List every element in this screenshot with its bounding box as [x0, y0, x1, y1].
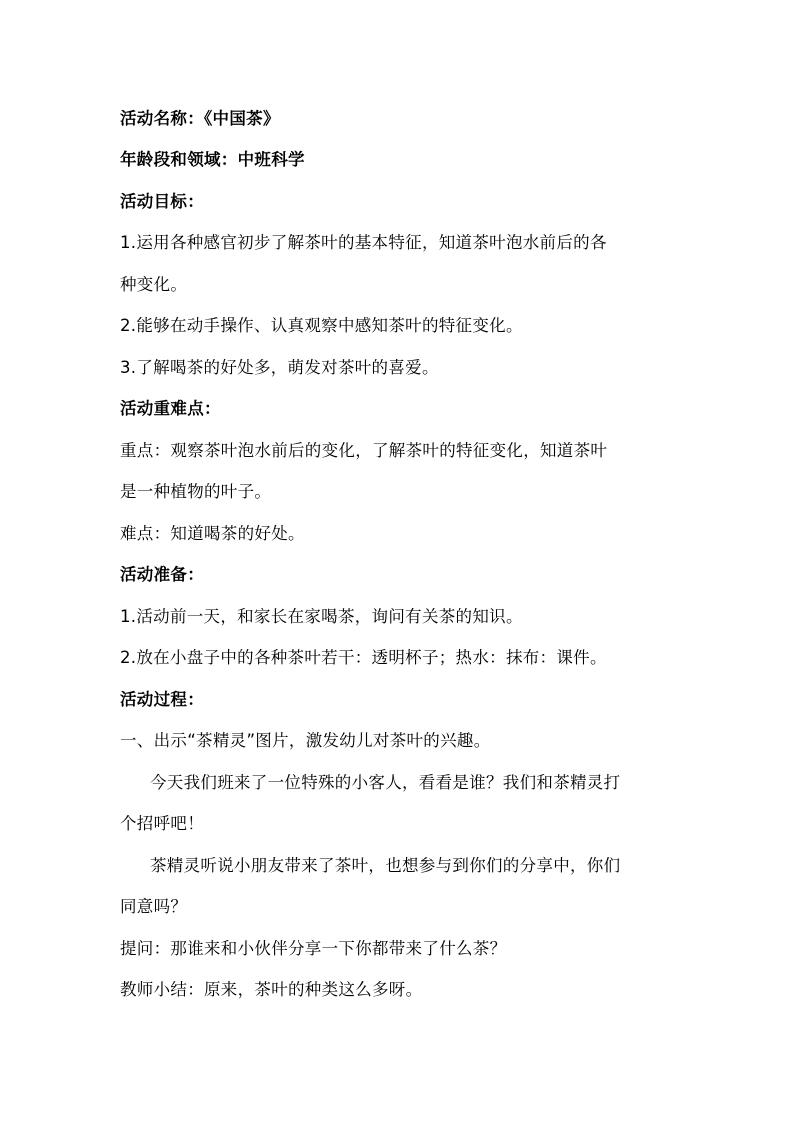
- goal-1-line-2: 种变化。: [120, 275, 188, 294]
- paragraph-2-line-1: 茶精灵听说小朋友带来了茶叶，也想参与到你们的分享中，你们: [150, 856, 621, 875]
- key-point-line-1: 重点：观察茶叶泡水前后的变化，了解茶叶的特征变化，知道茶叶: [120, 441, 608, 460]
- prep-heading: 活动准备：: [120, 565, 204, 584]
- paragraph-1-line-2: 个招呼吧！: [120, 814, 204, 833]
- question: 提问：那谁来和小伙伴分享一下你都带来了什么茶？: [120, 939, 507, 958]
- goal-1-line-1: 1.运用各种感官初步了解茶叶的基本特征，知道茶叶泡水前后的各: [120, 233, 607, 252]
- teacher-summary: 教师小结：原来，茶叶的种类这么多呀。: [120, 980, 423, 999]
- prep-1: 1.活动前一天，和家长在家喝茶，询问有关茶的知识。: [120, 607, 523, 626]
- goals-heading: 活动目标：: [120, 192, 204, 211]
- difficult-point: 难点：知道喝茶的好处。: [120, 524, 305, 543]
- prep-2: 2.放在小盘子中的各种茶叶若干：透明杯子；热水：抹布：课件。: [120, 648, 607, 667]
- activity-name: 活动名称：《中国茶》: [120, 109, 280, 128]
- age-domain: 年龄段和领域：中班科学: [120, 150, 305, 169]
- goal-3: 3.了解喝茶的好处多，萌发对茶叶的喜爱。: [120, 358, 439, 377]
- step-1-title: 一、出示“茶精灵”图片，激发幼儿对茶叶的兴趣。: [120, 731, 491, 750]
- key-points-heading: 活动重难点：: [120, 399, 221, 418]
- paragraph-2-line-2: 同意吗？: [120, 897, 188, 916]
- key-point-line-2: 是一种植物的叶子。: [120, 482, 272, 501]
- process-heading: 活动过程：: [120, 690, 204, 709]
- goal-2: 2.能够在动手操作、认真观察中感知茶叶的特征变化。: [120, 316, 523, 335]
- paragraph-1-line-1: 今天我们班来了一位特殊的小客人，看看是谁？我们和茶精灵打: [150, 773, 621, 792]
